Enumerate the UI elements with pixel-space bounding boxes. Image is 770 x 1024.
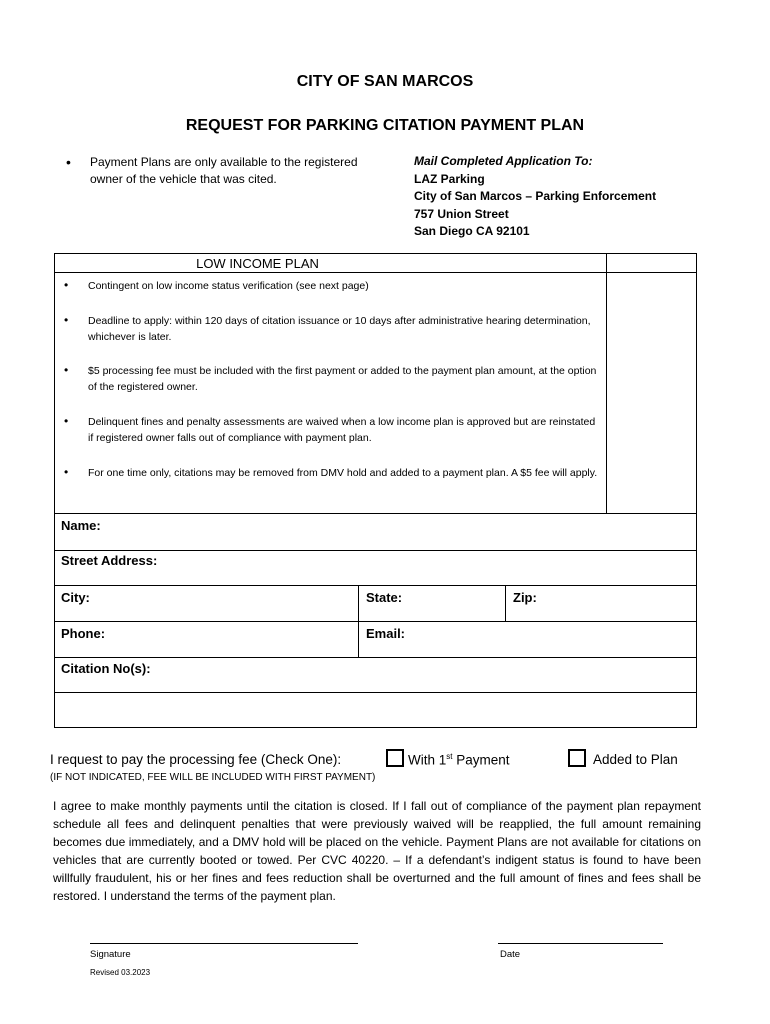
low-income-plan-title: LOW INCOME PLAN bbox=[196, 256, 319, 271]
low-income-item: $5 processing fee must be included with the first payment or added to the payment plan amount, at the option of the registered owner. bbox=[88, 365, 597, 393]
name-field[interactable]: Name: bbox=[61, 518, 101, 533]
intro-text: Payment Plans are only available to the registered owner of the vehicle that was cited. bbox=[90, 155, 358, 186]
street-address-field[interactable]: Street Address: bbox=[61, 553, 158, 568]
low-income-item: Delinquent fines and penalty assessments are waived when a low income plan is approved but are reinstated if registered owner falls out of compliance with payment plan. bbox=[88, 416, 596, 444]
ordinal-suffix: st bbox=[446, 752, 453, 761]
document-title: CITY OF SAN MARCOS bbox=[296, 73, 474, 90]
mail-line: City of San Marcos – Parking Enforcement bbox=[414, 189, 657, 203]
phone-field[interactable]: Phone: bbox=[61, 626, 106, 641]
bullet-icon: • bbox=[64, 465, 69, 479]
table-divider bbox=[606, 253, 607, 514]
low-income-item: For one time only, citations may be removed from DMV hold and added to a payment plan. A $5 fee will apply. bbox=[88, 467, 598, 479]
citation-numbers-field[interactable]: Citation No(s): bbox=[61, 661, 151, 676]
fee-note: (IF NOT INDICATED, FEE WILL BE INCLUDED WITH FIRST PAYMENT) bbox=[50, 772, 376, 783]
date-label: Date bbox=[500, 949, 521, 960]
table-divider bbox=[54, 585, 697, 586]
mail-line: 757 Union Street bbox=[414, 206, 509, 221]
bullet-icon: • bbox=[64, 278, 69, 292]
table-divider bbox=[54, 692, 697, 693]
with-first-payment-label bbox=[408, 752, 510, 768]
table-divider bbox=[54, 621, 697, 622]
state-field[interactable]: State: bbox=[366, 590, 403, 605]
mail-heading: Mail Completed Application To: bbox=[414, 154, 593, 168]
table-divider bbox=[54, 657, 697, 658]
zip-field[interactable]: Zip: bbox=[513, 590, 537, 605]
table-divider bbox=[358, 585, 359, 657]
city-field[interactable]: City: bbox=[61, 590, 90, 605]
table-divider bbox=[54, 550, 697, 551]
signature-line[interactable] bbox=[90, 943, 358, 944]
option-text: Payment bbox=[452, 752, 510, 768]
low-income-item: Deadline to apply: within 120 days of citation issuance or 10 days after administrative hearing determination, whichever is later. bbox=[88, 315, 591, 343]
bullet-icon: • bbox=[66, 154, 71, 170]
low-income-item: Contingent on low income status verification (see next page) bbox=[88, 280, 369, 292]
signature-label: Signature bbox=[90, 949, 131, 960]
with-first-payment-checkbox[interactable] bbox=[386, 749, 404, 767]
added-to-plan-checkbox[interactable] bbox=[568, 749, 586, 767]
added-to-plan-label: Added to Plan bbox=[593, 752, 678, 767]
table-divider bbox=[54, 272, 697, 273]
date-line[interactable] bbox=[498, 943, 663, 944]
bullet-icon: • bbox=[64, 414, 69, 428]
agreement-paragraph: I agree to make monthly payments until the citation is closed. If I fall out of compliance of the payment plan repayment schedule all fees and delinquent penalties that were previously waived will be reapplied, the full amount remaining becomes due immediately, and a DMV hold will be placed on the vehicle. Payment Plans are not available for citations on vehicles that are currently booted or towed. Per CVC 40220. – If a defendant’s indigent status is found to have been willfully fraudulent, his or her fines and fees reduction shall be overturned and the full amount of fines and fees shall be restored. I understand the terms of the payment plan. bbox=[53, 799, 701, 903]
bullet-icon: • bbox=[64, 313, 69, 327]
document-subtitle: REQUEST FOR PARKING CITATION PAYMENT PLAN bbox=[185, 117, 585, 134]
table-divider bbox=[505, 585, 506, 621]
mail-address-block bbox=[414, 153, 656, 241]
email-field[interactable]: Email: bbox=[366, 626, 406, 641]
option-text: With 1 bbox=[408, 752, 447, 768]
bullet-icon: • bbox=[64, 363, 69, 377]
mail-line: San Diego CA 92101 bbox=[414, 224, 530, 238]
fee-request-label: I request to pay the processing fee (Check One): bbox=[50, 752, 342, 767]
revision-note: Revised 03.2023 bbox=[90, 968, 151, 977]
mail-line: LAZ Parking bbox=[414, 171, 485, 186]
